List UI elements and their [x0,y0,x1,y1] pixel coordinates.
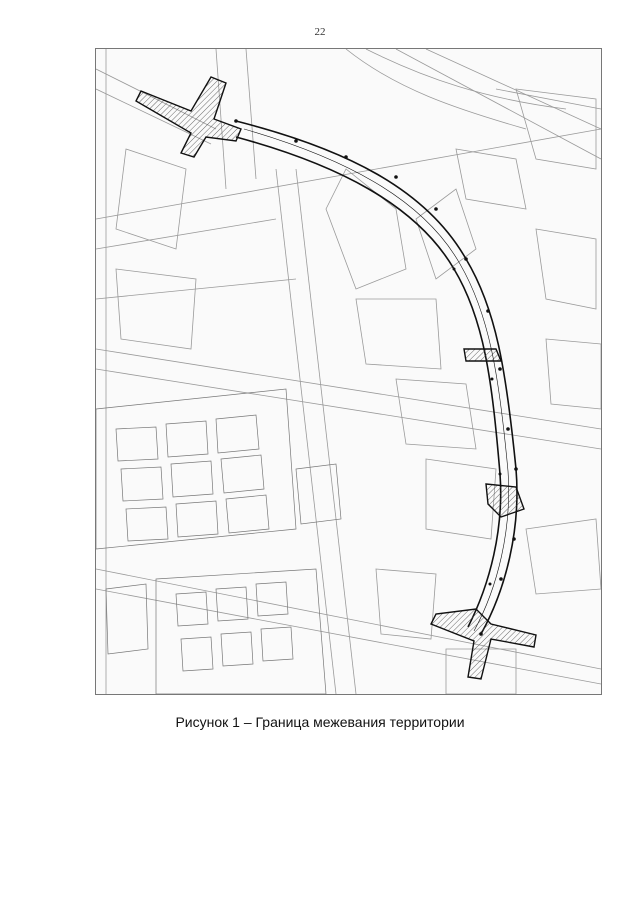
boundary-map [95,48,602,695]
map-drawing [96,49,601,694]
page-number: 22 [314,26,326,38]
city-blocks [96,389,341,694]
figure-caption: Рисунок 1 – Граница межевания территории [175,714,465,730]
street-network [96,49,601,694]
